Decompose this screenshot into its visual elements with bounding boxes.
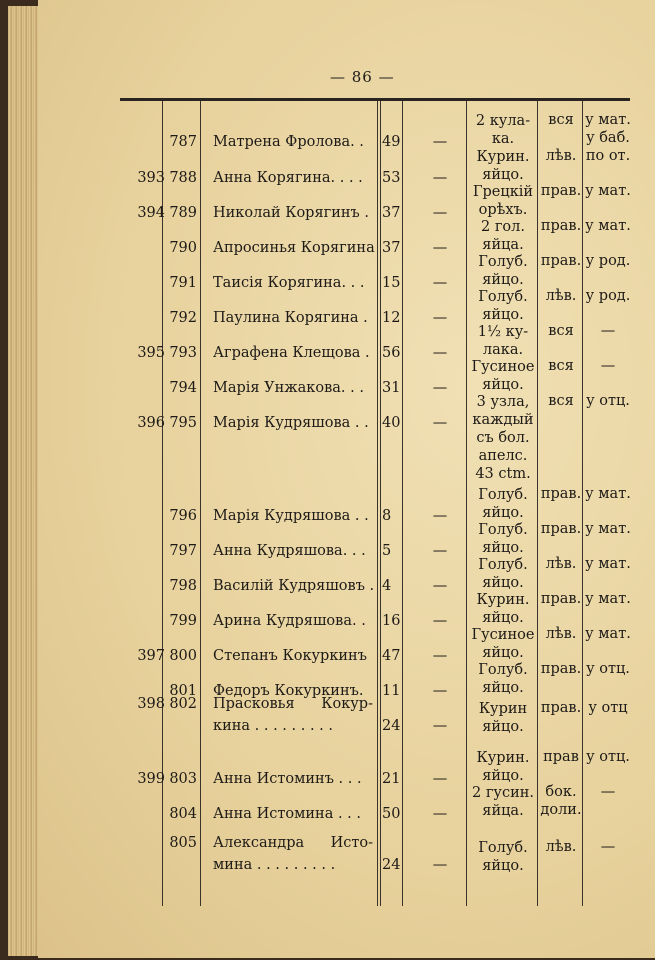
goiter-size-line: Курин. bbox=[476, 149, 530, 165]
side: прав. bbox=[540, 253, 582, 269]
heredity-note: — bbox=[600, 784, 616, 800]
age: 21 bbox=[382, 771, 401, 787]
empty-mark: — bbox=[432, 683, 448, 699]
side: вся bbox=[548, 323, 574, 339]
person-number: 787 bbox=[169, 134, 197, 150]
age: 16 bbox=[382, 613, 401, 629]
side: прав. bbox=[540, 661, 582, 677]
person-number: 791 bbox=[169, 275, 197, 291]
age: 50 bbox=[382, 806, 401, 822]
empty-mark: — bbox=[432, 345, 448, 361]
goiter-size-line: 2 гол. bbox=[481, 219, 525, 235]
person-name-part: Исто- bbox=[330, 835, 373, 851]
side: вся bbox=[548, 112, 574, 128]
goiter-size-line: яйца. bbox=[482, 803, 524, 819]
person-number: 792 bbox=[169, 310, 197, 326]
family-number: 399 bbox=[137, 771, 165, 787]
side: прав. bbox=[540, 218, 582, 234]
age: 5 bbox=[382, 543, 392, 559]
goiter-size-line: яйцо. bbox=[482, 505, 524, 521]
goiter-size-line: яйца. bbox=[482, 237, 524, 253]
person-number: 801 bbox=[169, 683, 197, 699]
person-name-part: Кокур- bbox=[321, 696, 373, 712]
side: прав. bbox=[540, 700, 582, 716]
empty-mark: — bbox=[432, 134, 448, 150]
age: 40 bbox=[382, 415, 401, 431]
side: лѣв. bbox=[545, 839, 577, 855]
person-name: Апросинья Корягина bbox=[213, 240, 375, 256]
age: 37 bbox=[382, 205, 401, 221]
goiter-size-line: 2 кула- bbox=[475, 113, 531, 129]
goiter-size-line: Гусиное bbox=[471, 627, 535, 643]
person-name: Анна Истомина . . . bbox=[213, 806, 361, 822]
goiter-size-line: Голуб. bbox=[478, 487, 528, 503]
empty-mark: — bbox=[432, 170, 448, 186]
person-number: 805 bbox=[169, 835, 197, 851]
person-number: 803 bbox=[169, 771, 197, 787]
heredity-note: у род. bbox=[585, 253, 631, 269]
goiter-size-line: Голуб. bbox=[478, 662, 528, 678]
heredity-note: у мат. bbox=[585, 183, 631, 199]
person-name: Марія Кудряшова . . bbox=[213, 415, 369, 431]
column-divider bbox=[200, 101, 201, 906]
heredity-note: у баб. bbox=[586, 130, 630, 146]
goiter-size-line: яйцо. bbox=[482, 377, 524, 393]
goiter-size-line: каждый bbox=[472, 412, 534, 428]
person-name: Марія Унжакова. . . bbox=[213, 380, 364, 396]
heredity-note: у отц. bbox=[586, 661, 630, 677]
goiter-size-line: яйцо. bbox=[482, 680, 524, 696]
side: бок. bbox=[545, 784, 577, 800]
person-number: 790 bbox=[169, 240, 197, 256]
side: прав. bbox=[540, 591, 582, 607]
heredity-note: — bbox=[600, 323, 616, 339]
person-name: Арина Кудряшова. . bbox=[213, 613, 366, 629]
goiter-size-line: Гусиное bbox=[471, 359, 535, 375]
age: 15 bbox=[382, 275, 401, 291]
goiter-size-line: яйцо. bbox=[482, 645, 524, 661]
empty-mark: — bbox=[432, 275, 448, 291]
empty-mark: — bbox=[432, 310, 448, 326]
heredity-note: по от. bbox=[585, 148, 631, 164]
goiter-size-line: яйцо. bbox=[482, 719, 524, 735]
side: лѣв. bbox=[545, 148, 577, 164]
empty-mark: — bbox=[432, 205, 448, 221]
side: лѣв. bbox=[545, 288, 577, 304]
person-number: 804 bbox=[169, 806, 197, 822]
age: 37 bbox=[382, 240, 401, 256]
empty-mark: — bbox=[432, 648, 448, 664]
person-name: Таисія Корягина. . . bbox=[213, 275, 365, 291]
empty-mark: — bbox=[432, 806, 448, 822]
empty-mark: — bbox=[432, 613, 448, 629]
age: 47 bbox=[382, 648, 401, 664]
age: 24 bbox=[382, 857, 401, 873]
goiter-size-line: Курин. bbox=[476, 750, 530, 766]
side: лѣв. bbox=[545, 626, 577, 642]
heredity-note: у мат. bbox=[585, 626, 631, 642]
heredity-note: у мат. bbox=[585, 521, 631, 537]
side: вся bbox=[548, 358, 574, 374]
age: 49 bbox=[382, 134, 401, 150]
person-number: 799 bbox=[169, 613, 197, 629]
person-name: Степанъ Кокуркинъ bbox=[213, 648, 367, 664]
age: 4 bbox=[382, 578, 392, 594]
side: прав. bbox=[540, 486, 582, 502]
goiter-size-line: яйцо. bbox=[482, 167, 524, 183]
person-name: Анна Корягина. . . . bbox=[213, 170, 363, 186]
age: 31 bbox=[382, 380, 401, 396]
side: доли. bbox=[540, 802, 582, 818]
goiter-size-line: 3 узла, bbox=[476, 394, 530, 410]
heredity-note: — bbox=[600, 839, 616, 855]
side: прав. bbox=[540, 183, 582, 199]
goiter-size-line: орѣхъ. bbox=[478, 202, 528, 218]
heredity-note: — bbox=[600, 358, 616, 374]
empty-mark: — bbox=[432, 718, 448, 734]
goiter-size-line: Голуб. bbox=[478, 254, 528, 270]
side: прав. bbox=[540, 521, 582, 537]
family-number: 398 bbox=[137, 696, 165, 712]
person-name: Николай Корягинъ . bbox=[213, 205, 369, 221]
goiter-size-line: яйцо. bbox=[482, 768, 524, 784]
age: 8 bbox=[382, 508, 392, 524]
heredity-note: у мат. bbox=[585, 486, 631, 502]
person-number: 798 bbox=[169, 578, 197, 594]
person-name-part: Прасковья bbox=[213, 696, 295, 712]
person-name: Паулина Корягина . bbox=[213, 310, 368, 326]
goiter-size-line: 2 гусин. bbox=[471, 785, 535, 801]
person-name: Василій Кудряшовъ . bbox=[213, 578, 375, 594]
goiter-size-line: яйцо. bbox=[482, 858, 524, 874]
goiter-size-line: Курин bbox=[478, 701, 528, 717]
empty-mark: — bbox=[432, 771, 448, 787]
person-name: Анна Кудряшова. . . bbox=[213, 543, 366, 559]
person-number: 793 bbox=[169, 345, 197, 361]
person-name-part: Александра bbox=[213, 835, 305, 851]
heredity-note: у мат. bbox=[585, 218, 631, 234]
goiter-size-line: Голуб. bbox=[478, 289, 528, 305]
person-number: 795 bbox=[169, 415, 197, 431]
person-name-line2: мина . . . . . . . . . bbox=[213, 857, 336, 873]
goiter-size-line: яйцо. bbox=[482, 575, 524, 591]
goiter-size-line: съ бол. bbox=[476, 430, 530, 446]
person-name-line1 bbox=[213, 835, 373, 851]
family-number: 397 bbox=[137, 648, 165, 664]
family-number: 393 bbox=[137, 170, 165, 186]
age: 56 bbox=[382, 345, 401, 361]
empty-mark: — bbox=[432, 857, 448, 873]
column-divider bbox=[466, 101, 467, 906]
goiter-size-line: ка. bbox=[491, 131, 515, 147]
side: лѣв. bbox=[545, 556, 577, 572]
goiter-size-line: Голуб. bbox=[478, 522, 528, 538]
person-number: 800 bbox=[169, 648, 197, 664]
person-number: 788 bbox=[169, 170, 197, 186]
person-number: 802 bbox=[169, 696, 197, 712]
empty-mark: — bbox=[432, 380, 448, 396]
goiter-size-line: апелс. bbox=[478, 448, 528, 464]
goiter-size-line: 43 ctm. bbox=[475, 466, 531, 482]
person-name: Федоръ Кокуркинъ. bbox=[213, 683, 364, 699]
goiter-size-line: Грецкій bbox=[472, 184, 534, 200]
person-name-line1 bbox=[213, 696, 373, 712]
heredity-note: у мат. bbox=[585, 112, 631, 128]
person-name: Анна Истоминъ . . . bbox=[213, 771, 362, 787]
family-number: 394 bbox=[137, 205, 165, 221]
empty-mark: — bbox=[432, 240, 448, 256]
family-number: 396 bbox=[137, 415, 165, 431]
goiter-size-line: яйцо. bbox=[482, 307, 524, 323]
person-number: 796 bbox=[169, 508, 197, 524]
goiter-size-line: яйцо. bbox=[482, 610, 524, 626]
goiter-size-line: 1½ ку- bbox=[477, 324, 529, 340]
person-name: Аграфена Клещова . bbox=[213, 345, 370, 361]
heredity-note: у отц. bbox=[586, 393, 630, 409]
empty-mark: — bbox=[432, 508, 448, 524]
side: вся bbox=[548, 393, 574, 409]
goiter-size-line: яйцо. bbox=[482, 272, 524, 288]
heredity-note: у мат. bbox=[585, 556, 631, 572]
family-number: 395 bbox=[137, 345, 165, 361]
goiter-size-line: лака. bbox=[482, 342, 524, 358]
heredity-note: у отц bbox=[588, 700, 628, 716]
person-name: Марія Кудряшова . . bbox=[213, 508, 369, 524]
goiter-size-line: Голуб. bbox=[478, 557, 528, 573]
person-number: 797 bbox=[169, 543, 197, 559]
person-number: 794 bbox=[169, 380, 197, 396]
column-divider-double bbox=[377, 101, 381, 906]
table-top-rule bbox=[120, 98, 630, 101]
heredity-note: у род. bbox=[585, 288, 631, 304]
empty-mark: — bbox=[432, 415, 448, 431]
goiter-size-line: Курин. bbox=[476, 592, 530, 608]
age: 24 bbox=[382, 718, 401, 734]
age: 53 bbox=[382, 170, 401, 186]
empty-mark: — bbox=[432, 543, 448, 559]
page-number: — 86 — bbox=[330, 68, 395, 86]
goiter-size-line: Голуб. bbox=[478, 840, 528, 856]
side: прав bbox=[543, 749, 579, 765]
person-name-line2: кина . . . . . . . . . bbox=[213, 718, 334, 734]
person-name: Матрена Фролова. . bbox=[213, 134, 364, 150]
age: 11 bbox=[382, 683, 401, 699]
heredity-note: у мат. bbox=[585, 591, 631, 607]
heredity-note: у отц. bbox=[586, 749, 630, 765]
empty-mark: — bbox=[432, 578, 448, 594]
goiter-size-line: яйцо. bbox=[482, 540, 524, 556]
person-number: 789 bbox=[169, 205, 197, 221]
age: 12 bbox=[382, 310, 401, 326]
